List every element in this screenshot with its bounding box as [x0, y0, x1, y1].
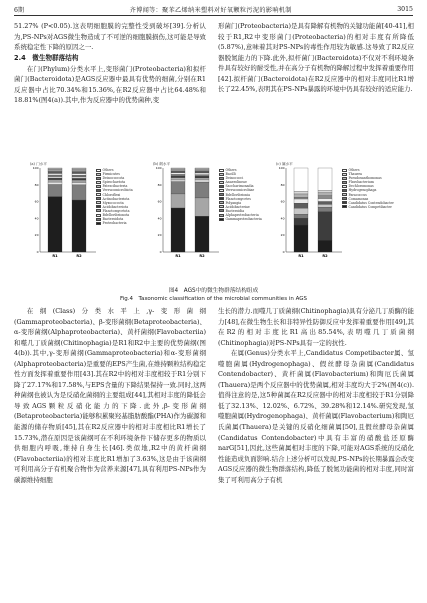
legend-label: Bacteroidota [102, 217, 124, 222]
legend-label: Acidobacteriae [225, 204, 250, 209]
y-tick-label: 60 [34, 199, 39, 204]
legend-label: Bdellovibrionota [102, 213, 130, 218]
bar-segment [318, 240, 332, 252]
y-tick-label: 0 [159, 250, 162, 254]
bar-segment [318, 202, 332, 205]
legend-swatch [219, 169, 224, 172]
left-column-top [14, 21, 206, 106]
y-tick-label: 80 [34, 182, 39, 187]
legend-label: Others [348, 168, 360, 172]
bar-segment [294, 218, 308, 225]
bar-segment [72, 177, 86, 179]
bar-segment [195, 198, 209, 216]
legend [96, 168, 133, 225]
bar-segment [72, 174, 86, 176]
bar-segment [72, 172, 86, 174]
panel-phylum [30, 162, 152, 262]
figure-caption-en: Fig.4 Taxonomic classification of the microbial communities in AGS [119, 296, 307, 302]
legend-swatch [96, 209, 101, 212]
legend-label: Firmicutes [102, 172, 120, 177]
legend-label: Verrucomicrobiota [102, 188, 133, 193]
y-tick-label: 20 [280, 233, 285, 238]
legend-label: Hydrogenophaga [348, 188, 377, 193]
legend-label: Flavobacterium [348, 180, 374, 185]
y-tick-label: 0 [282, 250, 285, 254]
y-tick-label: 20 [157, 233, 162, 238]
bar-segment [195, 176, 209, 178]
bar-segment [48, 182, 62, 184]
bar-segment [72, 200, 86, 252]
legend-swatch [96, 169, 101, 172]
legend-label: Dechloromonas [348, 184, 374, 189]
legend-swatch [96, 197, 101, 200]
bar-segment [48, 172, 62, 174]
bar-segment [195, 182, 209, 198]
legend-swatch [219, 181, 224, 184]
legend-swatch [342, 173, 347, 176]
legend-swatch [96, 177, 101, 180]
legend-swatch [219, 209, 224, 212]
legend-label: Comamonas [348, 196, 369, 201]
legend-swatch [342, 193, 347, 196]
legend-swatch [342, 169, 347, 172]
legend-label: Spirochaetota [102, 180, 126, 185]
legend-swatch [219, 173, 224, 176]
legend-swatch [219, 177, 224, 180]
legend-label: Bacteroidia [225, 208, 245, 213]
legend-swatch [219, 201, 224, 204]
legend-swatch [96, 185, 101, 188]
legend-item [219, 217, 262, 221]
panel-title: (b) 纲水平 [153, 162, 171, 166]
y-tick-label: 40 [280, 216, 285, 221]
section-heading: 2.4 微生物群落结构 [14, 53, 79, 62]
legend-label: Others [225, 168, 237, 172]
page-header [14, 5, 413, 16]
panel-title: (c) 属水平 [276, 162, 293, 166]
legend-swatch [219, 205, 224, 208]
legend-swatch [96, 189, 101, 192]
y-tick-label: 40 [157, 216, 162, 221]
legend-swatch [219, 189, 224, 192]
bar-segment [318, 193, 332, 196]
x-tick-label: R2 [76, 254, 82, 258]
bar-segment [72, 178, 86, 180]
legend-label: Bdellovibrionia [225, 192, 251, 197]
legend-label: Others [102, 168, 114, 172]
y-tick-label: 20 [34, 233, 39, 238]
legend-label: Thauera [348, 172, 362, 177]
bar-segment [171, 182, 185, 194]
y-tick-label: 80 [280, 182, 285, 187]
bar-segment [48, 174, 62, 176]
bar-segment [294, 191, 308, 194]
running-title: 齐博闻等：聚苯乙烯纳米塑料对好氧颗粒污泥的影响机制 [129, 6, 292, 14]
panel-title: (a) 门水平 [30, 162, 47, 166]
y-tick-label: 100 [32, 166, 39, 170]
panel-class [153, 162, 275, 262]
bar-segment [318, 196, 332, 199]
legend-swatch [342, 185, 347, 188]
bar-segment [171, 194, 185, 208]
y-tick-label: 60 [280, 199, 285, 204]
legend-swatch [219, 185, 224, 188]
legend-swatch [219, 218, 224, 221]
legend-label: Pseudoxanthomonas [348, 176, 382, 181]
bar-segment [72, 182, 86, 184]
bar-segment [195, 175, 209, 177]
bar-segment [171, 208, 185, 252]
legend-label: Myxococcota [102, 200, 124, 205]
figure-caption-cn: 图4 AGS中的微生物群落结构组成 [168, 288, 259, 294]
bar-segment [318, 168, 332, 190]
x-tick-label: R1 [175, 254, 181, 258]
legend-label: Deinococci [225, 176, 244, 181]
paragraph: 在纲(Class)分类水平上,γ-变形菌纲(Gammaproteobacteria)、β-变形菌纲(Betaproteobacteria)、α-变形菌纲(Alphaproteobacteria)、黄杆菌纲(Flavobacteriia)和噬几丁质菌纲(Chitinophagia)是R1和R2中主要的优势菌纲(图4(b)).其中,γ-变形菌纲(Gammaproteobacteria)和α-变形菌纲(Alphaproteobacteria)是重要的EPS产生菌,在维持颗粒结构稳定性方面发挥着重要作用[43].其在R2中的相对丰度相较于R1分别下降了27.17%和17.58%,与EPS含量的下降结果保持一致.同时,这两种菌纲也被认为是反硝化菌纲的主要组成[44],其相对丰度的降低会导致AGS颗粒反硝化能力的下降.此外,β-变形菌纲(Betaproteobacteria)能够积累聚羟基脂肪酸酯(PHA)作为碳源和能源的储存物质[45],其在R2反应器中的相对丰度相比R1增长了15.73%,潜在原因是该菌纲可在不利环境条件下储存更多的物质以供细胞内呼吸,维持自身生长[46].类似地,R2中的黄杆菌纲(Flavobacteriia)的相对丰度比R1增加了3.63%,这是由于该菌纲可利用高分子有机聚合物作为营养来源[47],具有利用PS-NPs作为碳源维持细胞 [14, 307, 206, 484]
legend-label: Actinobacteriota [102, 196, 130, 201]
right-column-top [218, 21, 414, 95]
bar-segment [48, 175, 62, 177]
y-tick-label: 40 [34, 216, 39, 221]
legend-label: Bacilli [225, 172, 236, 177]
bar-segment [195, 173, 209, 175]
y-tick-label: 0 [36, 250, 39, 254]
bar-segment [195, 180, 209, 182]
bar-segment [318, 204, 332, 207]
bar-segment [48, 185, 62, 197]
legend-swatch [96, 181, 101, 184]
bar-segment [294, 199, 308, 203]
legend-label: Paracoccus [348, 192, 367, 197]
legend-swatch [96, 173, 101, 176]
legend-label: Saccharimonadia [225, 184, 254, 189]
legend-swatch [96, 218, 101, 221]
legend-label: Planctomycetota [102, 208, 130, 213]
stacked-bar-chart [30, 162, 152, 262]
bar-segment [48, 178, 62, 180]
legend-label: Polyangia [225, 200, 242, 205]
paragraph: 生长的潜力.而噬几丁质菌纲(Chitinophagia)具有分泌几丁质酶的能力[48],在微生物生长和非特异性防御反应中发挥着重要作用[49],其在R2的相对丰度比R1高出85.54%,表明噬几丁质菌纲(Chitinophagia)对PS-NPs具有一定的抗性. [218, 307, 414, 347]
legend [219, 168, 262, 221]
y-tick-label: 60 [157, 199, 162, 204]
bar-segment [294, 194, 308, 197]
x-tick-label: R1 [298, 254, 304, 258]
y-tick-label: 80 [157, 182, 162, 187]
bar-segment [171, 178, 185, 180]
bar-segment [294, 168, 308, 191]
bar-segment [318, 190, 332, 193]
issue-number: 6期 [14, 6, 25, 14]
paragraph: 51.27% (P<0.05).这表明细胞膜的完整性受到破坏[39].分析认为,PS-NPs对AGS微生物造成了不可逆的细胞膜损伤,这可能是导致系统稳定性下降的原因之一. [14, 22, 206, 52]
legend-swatch [219, 197, 224, 200]
y-tick-label: 100 [278, 166, 285, 170]
legend-item [96, 221, 133, 225]
legend-label: Planctomycetes [225, 196, 251, 201]
paragraph: 形菌门(Proteobacteria)是具有降解有机物的关键功能菌[40-41],相较于R1,R2中变形菌门(Proteobacteria)的相对丰度有所降低(5.87%),意味着其对PS-NPs的毒性作用较为敏感.这导致了R2反应器脱氮能力的下降.此外,拟杆菌门(Bacteroidota)不仅对不利环境条件具有较好的耐受性,并在高分子有机物的降解过程中发挥着重要作用[42].拟杆菌门(Bacteroidota)在R2反应器中的相对丰度同比R1增长了22.45%,表明其在PS-NPs暴露的环境中仍具有较好的适应能力. [218, 22, 414, 94]
legend-swatch [342, 177, 347, 180]
bar-segment [294, 225, 308, 252]
legend-label: Chloroflexi [102, 192, 121, 197]
legend-label: Anaerolineae [225, 180, 247, 185]
legend-swatch [342, 197, 347, 200]
bar-segment [171, 171, 185, 173]
legend [342, 168, 394, 209]
legend-swatch [96, 214, 101, 217]
legend-swatch [219, 193, 224, 196]
legend-swatch [219, 214, 224, 217]
bar-segment [48, 177, 62, 179]
legend-item [342, 205, 394, 209]
bar-segment [294, 197, 308, 199]
x-tick-label: R2 [199, 254, 205, 258]
legend-label: Acidobacteriota [102, 204, 129, 209]
legend-label: Proteobacteria [102, 221, 127, 226]
legend-label: Deinococcota [102, 176, 125, 181]
bar-segment [171, 176, 185, 178]
legend-swatch [96, 193, 101, 196]
y-tick-label: 100 [155, 166, 162, 170]
bar-segment [48, 197, 62, 252]
bar-segment [72, 175, 86, 177]
legend-label: Patescibacteria [102, 184, 128, 189]
legend-swatch [96, 205, 101, 208]
bar-segment [195, 171, 209, 173]
bar-segment [195, 178, 209, 180]
bar-segment [171, 173, 185, 175]
bar-segment [294, 203, 308, 208]
bar-segment [48, 180, 62, 182]
paragraph: 在属(Genus)分类水平上,Candidatus Competibacter属、氢噬胞菌属(Hydrogenophaga)、假丝酵母杂菌属(Candidatus Contendobacter)、黄杆菌属(Flavobacterium)和陶厄氏菌属(Thauera)是两个反应器中的优势菌属,相对丰度均大于2%(图4(c)).值得注意的是,这5种菌属在R2反应器中的相对丰度相较于R1分别降低了32.13%、12.02%、6.72%、39.28%和12.14%.研究发现,氢噬胞菌属(Hydrogenophaga)、黄杆菌属(Flavobacterium)和陶厄氏菌属(Thauera)是关键的反硝化细菌属[50],且假丝酵母杂菌属(Candidatus Contendobacter)中具有丰富的硝酸盐还原酶narG[51],因此,这些菌属相对丰度的下降,可能对AGS系统的反硝化性能造成负面影响.结合上述分析可以发现,PS-NPs的长期暴露会改变AGS反应器的微生物群落结构,降低了脱氮功能菌的相对丰度,同时富集了可利用高分子有机 [218, 349, 414, 484]
legend-swatch [342, 181, 347, 184]
page-number: 3015 [397, 5, 413, 13]
legend-swatch [96, 201, 101, 204]
legend-label: Verrucomicrobiae [225, 188, 255, 193]
right-column-bottom [218, 306, 414, 485]
bar-segment [171, 174, 185, 176]
legend-label: Alphaproteobacteria [225, 213, 259, 218]
x-tick-label: R2 [322, 254, 328, 258]
bar-segment [294, 208, 308, 214]
panel-genus [276, 162, 398, 262]
bar-segment [195, 216, 209, 252]
legend-swatch [342, 189, 347, 192]
legend-label: Candidatus Competibacter [348, 204, 392, 209]
legend-swatch [342, 201, 347, 204]
legend-swatch [96, 222, 101, 225]
legend-label: Candidatus Contendobacter [348, 200, 394, 205]
legend-label: Gammaproteobacteria [225, 217, 262, 222]
bar-segment [72, 185, 86, 200]
bar-segment [318, 199, 332, 202]
paragraph: 在门(Phylum)分类水平上,变形菌门(Proteobacteria)和拟杆菌门(Bacteroidota)是AGS反应器中最具有优势的细菌,分别在R1反应器中占比70.34%和15.36%,在R2反应器中占比64.48%和18.81%(图4(a)).其中,作为反应器中的优势菌种,变 [14, 64, 206, 105]
bar-segment [171, 179, 185, 181]
bar-segment [318, 207, 332, 212]
legend-swatch [342, 205, 347, 208]
left-column-bottom [14, 306, 206, 485]
bar-segment [72, 180, 86, 182]
bar-segment [294, 214, 308, 218]
bar-segment [318, 212, 332, 240]
x-tick-label: R1 [52, 254, 58, 258]
figure-4 [30, 162, 398, 280]
